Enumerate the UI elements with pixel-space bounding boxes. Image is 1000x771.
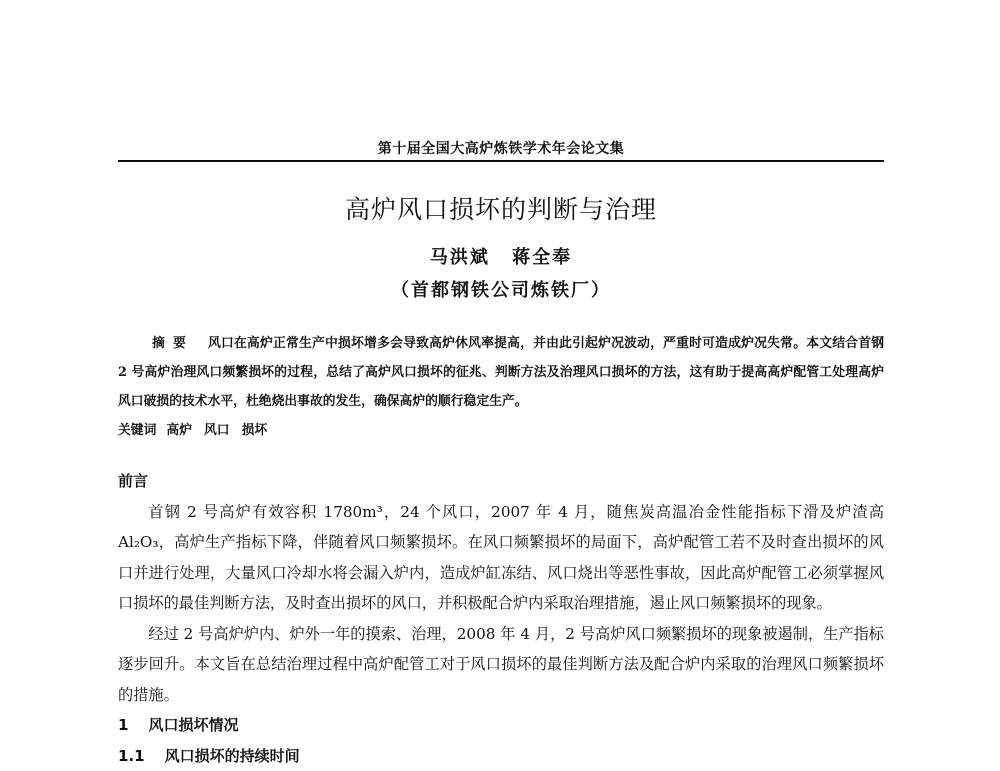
keyword: 损坏	[242, 423, 268, 438]
header-rule	[118, 160, 884, 162]
abstract-label: 摘要	[152, 336, 194, 351]
section-1-heading	[118, 710, 884, 741]
keywords-label: 关键词	[118, 423, 156, 438]
section-number: 1	[118, 716, 128, 734]
keyword: 风口	[204, 423, 230, 438]
abstract-text: 风口在高炉正常生产中损坏增多会导致高炉休风率提高，并由此引起炉况波动，严重时可造成炉况失常。本文结合首钢 2 号高炉治理风口频繁损坏的过程，总结了高炉风口损坏的征兆、判断方法及治理风口损坏的方法，这有助于提高高炉配管工处理高炉风口破损的技术水平，杜绝烧出事故的发生，确保高炉的顺行稳定生产。	[118, 336, 884, 409]
intro-paragraph-2: 经过 2 号高炉炉内、炉外一年的摸索、治理，2008 年 4 月，2 号高炉风口频繁损坏的现象被遏制，生产指标逐步回升。本文旨在总结治理过程中高炉配管工对于风口损坏的最佳判断方法及配合炉内采取的治理风口频繁损坏的措施。	[118, 619, 884, 711]
running-header: 第十届全国大高炉炼铁学术年会论文集	[118, 138, 884, 158]
body-text	[118, 466, 884, 771]
section-1-1-heading	[118, 741, 884, 771]
authors: 马洪斌 蒋全奉	[118, 243, 884, 269]
intro-heading: 前言	[118, 466, 884, 497]
intro-paragraph-1: 首钢 2 号高炉有效容积 1780m³，24 个风口，2007 年 4 月，随焦炭高温冶金性能指标下滑及炉渣高 Al₂O₃，高炉生产指标下降，伴随着风口频繁损坏。在风口频繁损坏的局面下，高炉配管工若不及时查出损坏的风口并进行处理，大量风口冷却水将会漏入炉内，造成炉缸冻结、风口烧出等恶性事故，因此高炉配管工必须掌握风口损坏的最佳判断方法，及时查出损坏的风口，并积极配合炉内采取治理措施，遏止风口频繁损坏的现象。	[118, 497, 884, 619]
keyword: 高炉	[166, 423, 192, 438]
affiliation: （首都钢铁公司炼铁厂）	[118, 276, 884, 302]
paper-title: 高炉风口损坏的判断与治理	[118, 190, 884, 226]
keywords	[118, 416, 884, 445]
section-title: 风口损坏情况	[148, 716, 238, 734]
section-number: 1.1	[118, 747, 145, 765]
section-title: 风口损坏的持续时间	[165, 747, 300, 765]
abstract-paragraph	[118, 329, 884, 416]
abstract	[118, 329, 884, 445]
